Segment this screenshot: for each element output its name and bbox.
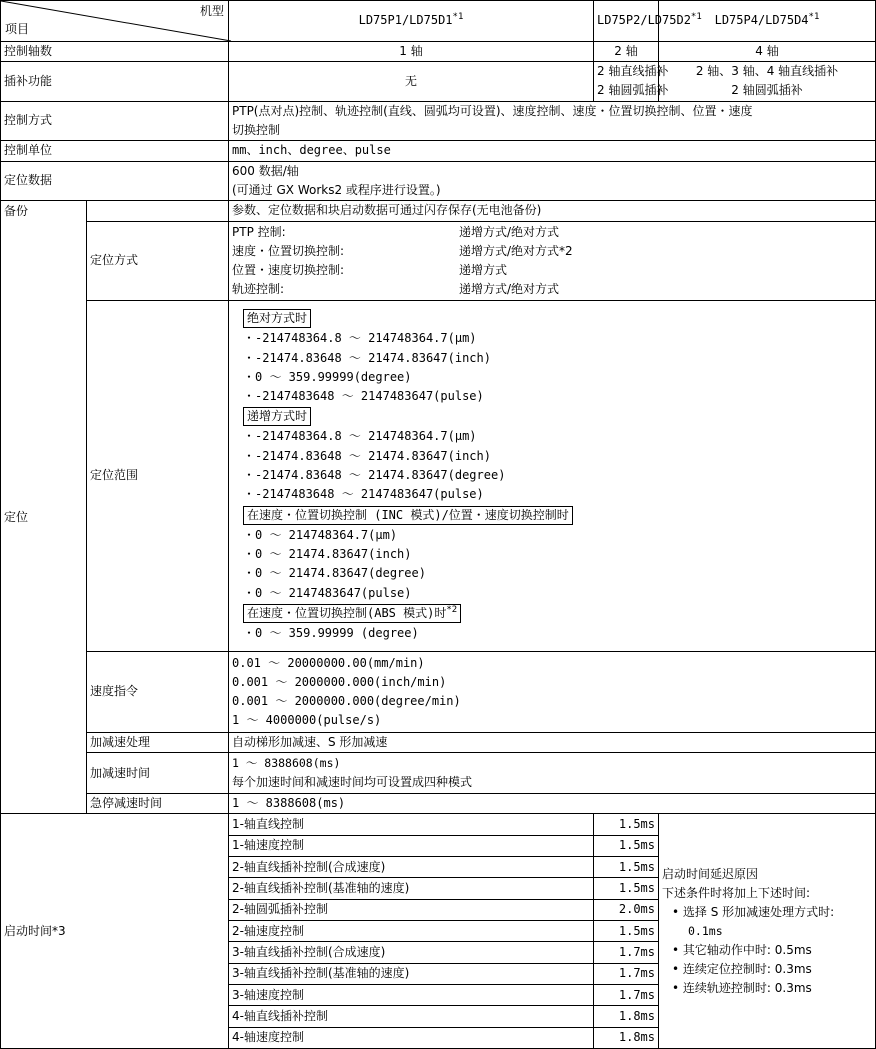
row-accel-proc [1, 732, 876, 752]
row-label: 控制轴数 [1, 41, 229, 61]
startup-item-name: 2-轴直线插补控制(基准轴的速度) [229, 878, 594, 899]
row-label: 控制方式 [1, 101, 229, 141]
startup-item-name: 2-轴圆弧插补控制 [229, 899, 594, 920]
axes-value-2: 2 轴 [594, 41, 659, 61]
sub-label: 定位范围 [87, 300, 229, 651]
row-backup [1, 201, 876, 221]
axes-value-1: 1 轴 [229, 41, 594, 61]
startup-item-name: 2-轴直线插补控制(合成速度) [229, 856, 594, 877]
pos-range-value: 绝对方式时 ・-214748364.8 ～ 214748364.7(μm) ・-21474.83648 ～ 21474.83647(inch) ・0 ～ 359.99999(degree) ・-2147483648 ～ 2147483647(pulse) 递增方式时 ・-214748364.8 ～ 214748364.7(μm) ・-21474.83648 ～ 21474.83647(inch) ・-21474.83648 ～ 21474.83647(degree) ・-2147483648 ～ 2147483647(pulse) 在速度・位置切换控制 (INC 模式)/位置・速度切换控制时 ・0 ～ 214748364.7(μm) ・0 ～ 21474.83647(inch) ・0 ～ 21474.83647(degree) ・0 ～ 2147483647(pulse) 在速度・位置切换控制(ABS 模式)时$^{*2}$ ・0 ～ 359.99999 (degree) [229, 300, 876, 651]
axes-value-3: 4 轴 [659, 41, 876, 61]
row-accel-time [1, 753, 876, 794]
startup-item-time: 1.8ms [594, 1027, 659, 1048]
row-control-method [1, 101, 876, 141]
header-model-1: LD75P1/LD75D1$^{*1}$ [229, 1, 594, 42]
startup-item-time: 1.7ms [594, 963, 659, 984]
row-speed [1, 651, 876, 732]
startup-item-name: 1-轴直线控制 [229, 814, 594, 835]
startup-item-time: 1.7ms [594, 984, 659, 1005]
backup-value: 参数、定位数据和块启动数据可通过闪存保存(无电池备份) [229, 201, 876, 221]
row-control-unit [1, 141, 876, 161]
startup-item-name: 3-轴速度控制 [229, 984, 594, 1005]
startup-note: 启动时间延迟原因 下述条件时将加上下述时间: • 选择 S 形加减速处理方式时: 0.1ms • 其它轴动作中时: 0.5ms • 连续定位控制时: 0.3ms • 连续轨迹控制时: 0.3ms [659, 814, 876, 1049]
startup-item-time: 1.5ms [594, 878, 659, 899]
startup-item-name: 4-轴直线插补控制 [229, 1006, 594, 1027]
startup-item-time: 2.0ms [594, 899, 659, 920]
header-corner-cell [1, 1, 229, 42]
sub-label: 定位方式 [87, 221, 229, 300]
positioning-group-label: 定位 [1, 221, 87, 814]
item-label: 项目 [5, 21, 30, 36]
header-row [1, 1, 876, 42]
row-estop-time [1, 793, 876, 813]
row-label: 定位数据 [1, 161, 229, 201]
pos-method-value [229, 221, 876, 300]
interp-value-1: 无 [229, 61, 594, 101]
startup-item-time: 1.5ms [594, 835, 659, 856]
interp-value-2: 2 轴直线插补 2 轴圆弧插补 [594, 61, 659, 101]
startup-item-name: 1-轴速度控制 [229, 835, 594, 856]
row-label: 控制单位 [1, 141, 229, 161]
startup-item-name: 4-轴速度控制 [229, 1027, 594, 1048]
startup-item-name: 3-轴直线插补控制(基准轴的速度) [229, 963, 594, 984]
header-model-3: LD75P4/LD75D4$^{*1}$ [659, 1, 876, 42]
startup-item-time: 1.5ms [594, 814, 659, 835]
row-label: 插补功能 [1, 61, 229, 101]
diagonal-line [1, 1, 231, 41]
range-group-title: 绝对方式时 [243, 309, 311, 328]
startup-item-time: 1.5ms [594, 920, 659, 941]
row-pos-data [1, 161, 876, 201]
accel-proc-value: 自动梯形加减速、S 形加减速 [229, 732, 876, 752]
row-pos-range [1, 300, 876, 651]
row-pos-method [1, 221, 876, 300]
speed-value: 0.01 ～ 20000000.00(mm/min) 0.001 ～ 2000000.000(inch/min) 0.001 ～ 2000000.000(degree/min) 1 ～ 4000000(pulse/s) [229, 651, 876, 732]
startup-item-time: 1.7ms [594, 942, 659, 963]
model-label: 机型 [199, 4, 224, 18]
startup-item-name: 2-轴速度控制 [229, 920, 594, 941]
startup-item-name: 3-轴直线插补控制(合成速度) [229, 942, 594, 963]
sub-label: 急停减速时间 [87, 793, 229, 813]
startup-item-time: 1.8ms [594, 1006, 659, 1027]
row-axes [1, 41, 876, 61]
row-label: 备份 [1, 201, 87, 221]
sub-label: 加减速时间 [87, 753, 229, 794]
row-interp [1, 61, 876, 101]
header-model-2: LD75P2/LD75D2$^{*1}$ [594, 1, 659, 42]
sub-label: 速度指令 [87, 651, 229, 732]
control-unit-value: mm、inch、degree、pulse [229, 141, 876, 161]
estop-time-value: 1 ～ 8388608(ms) [229, 793, 876, 813]
backup-spacer [87, 201, 229, 221]
pos-method-item: 轨迹控制: 递增方式/绝对方式 [232, 281, 560, 296]
range-group-title: 在速度・位置切换控制 (INC 模式)/位置・速度切换控制时 [243, 506, 573, 525]
pos-data-value: 600 数据/轴 (可通过 GX Works2 或程序进行设置。) [229, 161, 876, 201]
interp-value-3: 2 轴、3 轴、4 轴直线插补 2 轴圆弧插补 [659, 61, 876, 101]
startup-item-time: 1.5ms [594, 856, 659, 877]
pos-method-item: 速度・位置切换控制: 递增方式/绝对方式*2 [232, 243, 573, 258]
accel-time-value: 1 ～ 8388608(ms) 每个加速时间和减速时间均可设置成四种模式 [229, 753, 876, 794]
range-group-title: 递增方式时 [243, 407, 311, 426]
pos-method-item: 位置・速度切换控制: 递增方式 [232, 262, 508, 277]
sub-label: 加减速处理 [87, 732, 229, 752]
startup-row [1, 814, 876, 835]
pos-method-item: PTP 控制: 递增方式/绝对方式 [232, 224, 560, 239]
control-method-value: PTP(点对点)控制、轨迹控制(直线、圆弧均可设置)、速度控制、速度・位置切换控制、位置・速度 切换控制 [229, 101, 876, 141]
startup-label: 启动时间*3 [1, 814, 229, 1049]
range-group-title: 在速度・位置切换控制(ABS 模式)时$^{*2}$ [243, 604, 461, 623]
